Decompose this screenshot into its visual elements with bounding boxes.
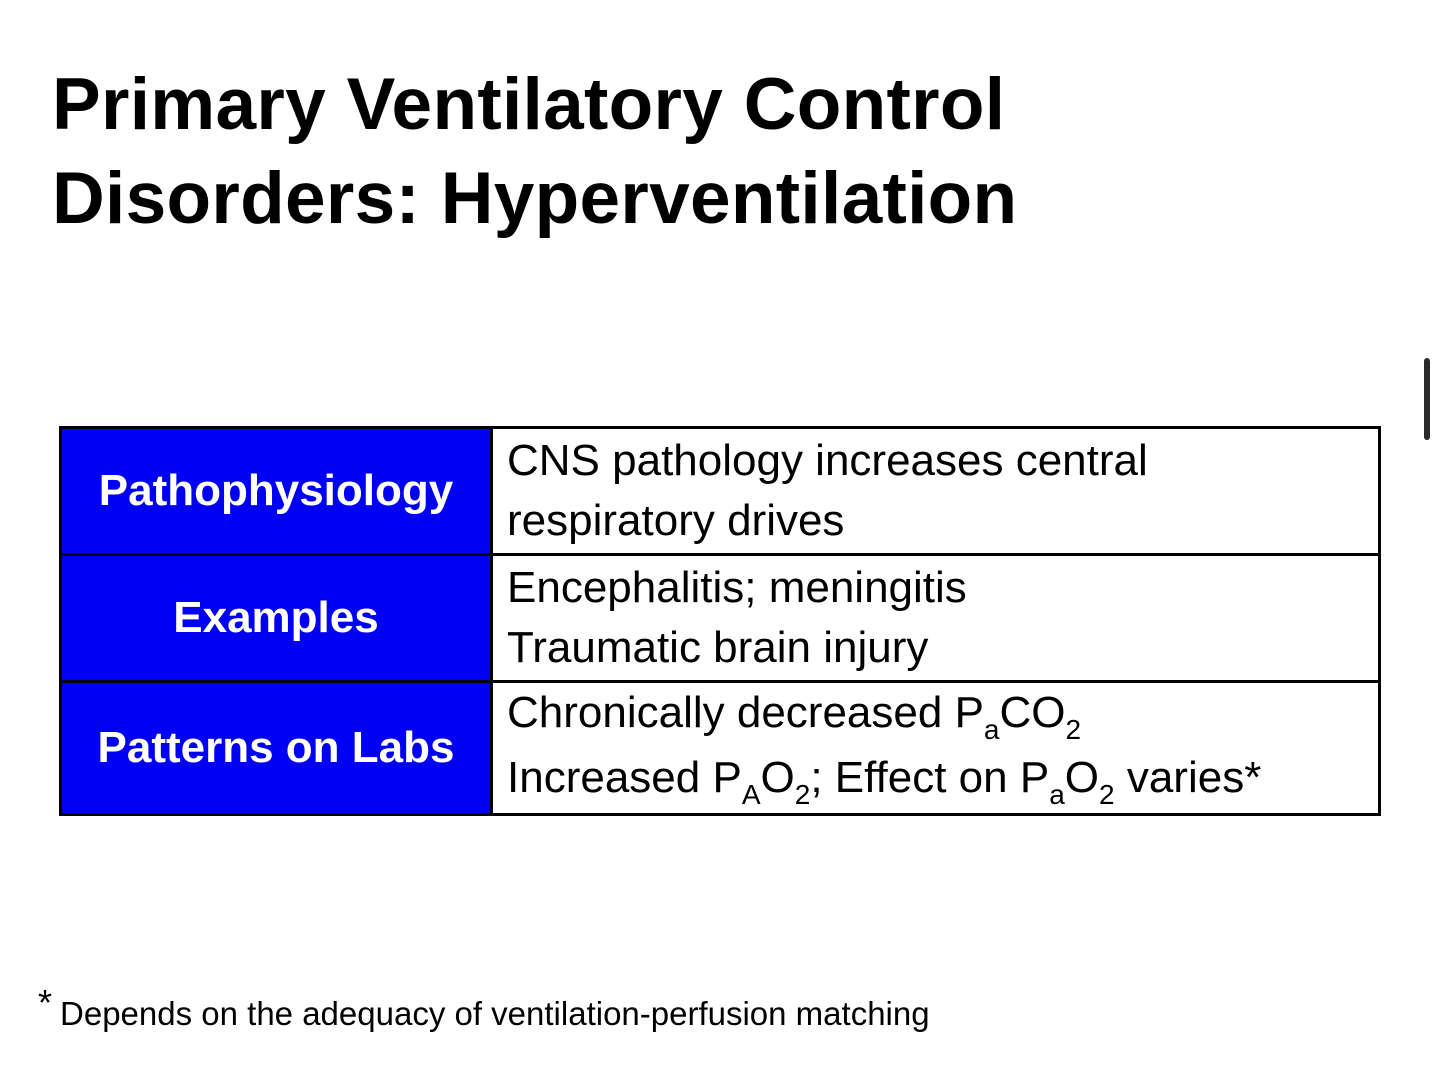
slide-title (52, 58, 1017, 246)
subscript: A (741, 779, 761, 810)
row-content-pathophysiology (492, 428, 1380, 555)
text-segment: ; Effect on P (810, 753, 1050, 802)
table-row-pathophysiology (61, 428, 1380, 555)
slide-title-line-1: Primary Ventilatory Control (52, 64, 1006, 145)
row-content-examples (492, 555, 1380, 682)
footnote (38, 982, 930, 1034)
content-line: respiratory drives (507, 496, 845, 545)
table-row-examples (61, 555, 1380, 682)
info-table (59, 426, 1381, 816)
text-segment: varies* (1114, 753, 1262, 802)
subscript: 2 (1099, 779, 1115, 810)
row-header-pathophysiology: Pathophysiology (61, 428, 492, 555)
scrollbar-thumb[interactable] (1424, 358, 1430, 440)
slide-title-line-2: Disorders: Hyperventilation (52, 158, 1018, 239)
text-segment: Chronically decreased P (507, 688, 984, 737)
subscript: 2 (794, 779, 811, 810)
content-line: Encephalitis; meningitis (507, 563, 967, 612)
content-line: CNS pathology increases central (507, 436, 1148, 485)
text-segment: Increased P (507, 753, 742, 802)
content-line: Traumatic brain injury (507, 623, 929, 672)
table-row-patterns-on-labs (61, 682, 1380, 815)
footnote-text: Depends on the adequacy of ventilation-perfusion matching (60, 995, 930, 1032)
text-segment: O (1064, 753, 1100, 802)
content-line-paco2 (507, 683, 1378, 748)
footnote-marker: * (38, 982, 53, 1023)
subscript: 2 (1065, 714, 1082, 745)
text-segment: CO (999, 688, 1066, 737)
content-line-pao2 (507, 748, 1378, 813)
row-content-patterns-on-labs (492, 682, 1380, 815)
row-header-examples: Examples (61, 555, 492, 682)
text-segment: O (760, 753, 795, 802)
subscript: a (983, 714, 1000, 745)
subscript: a (1049, 779, 1065, 810)
row-header-patterns-on-labs: Patterns on Labs (61, 682, 492, 815)
